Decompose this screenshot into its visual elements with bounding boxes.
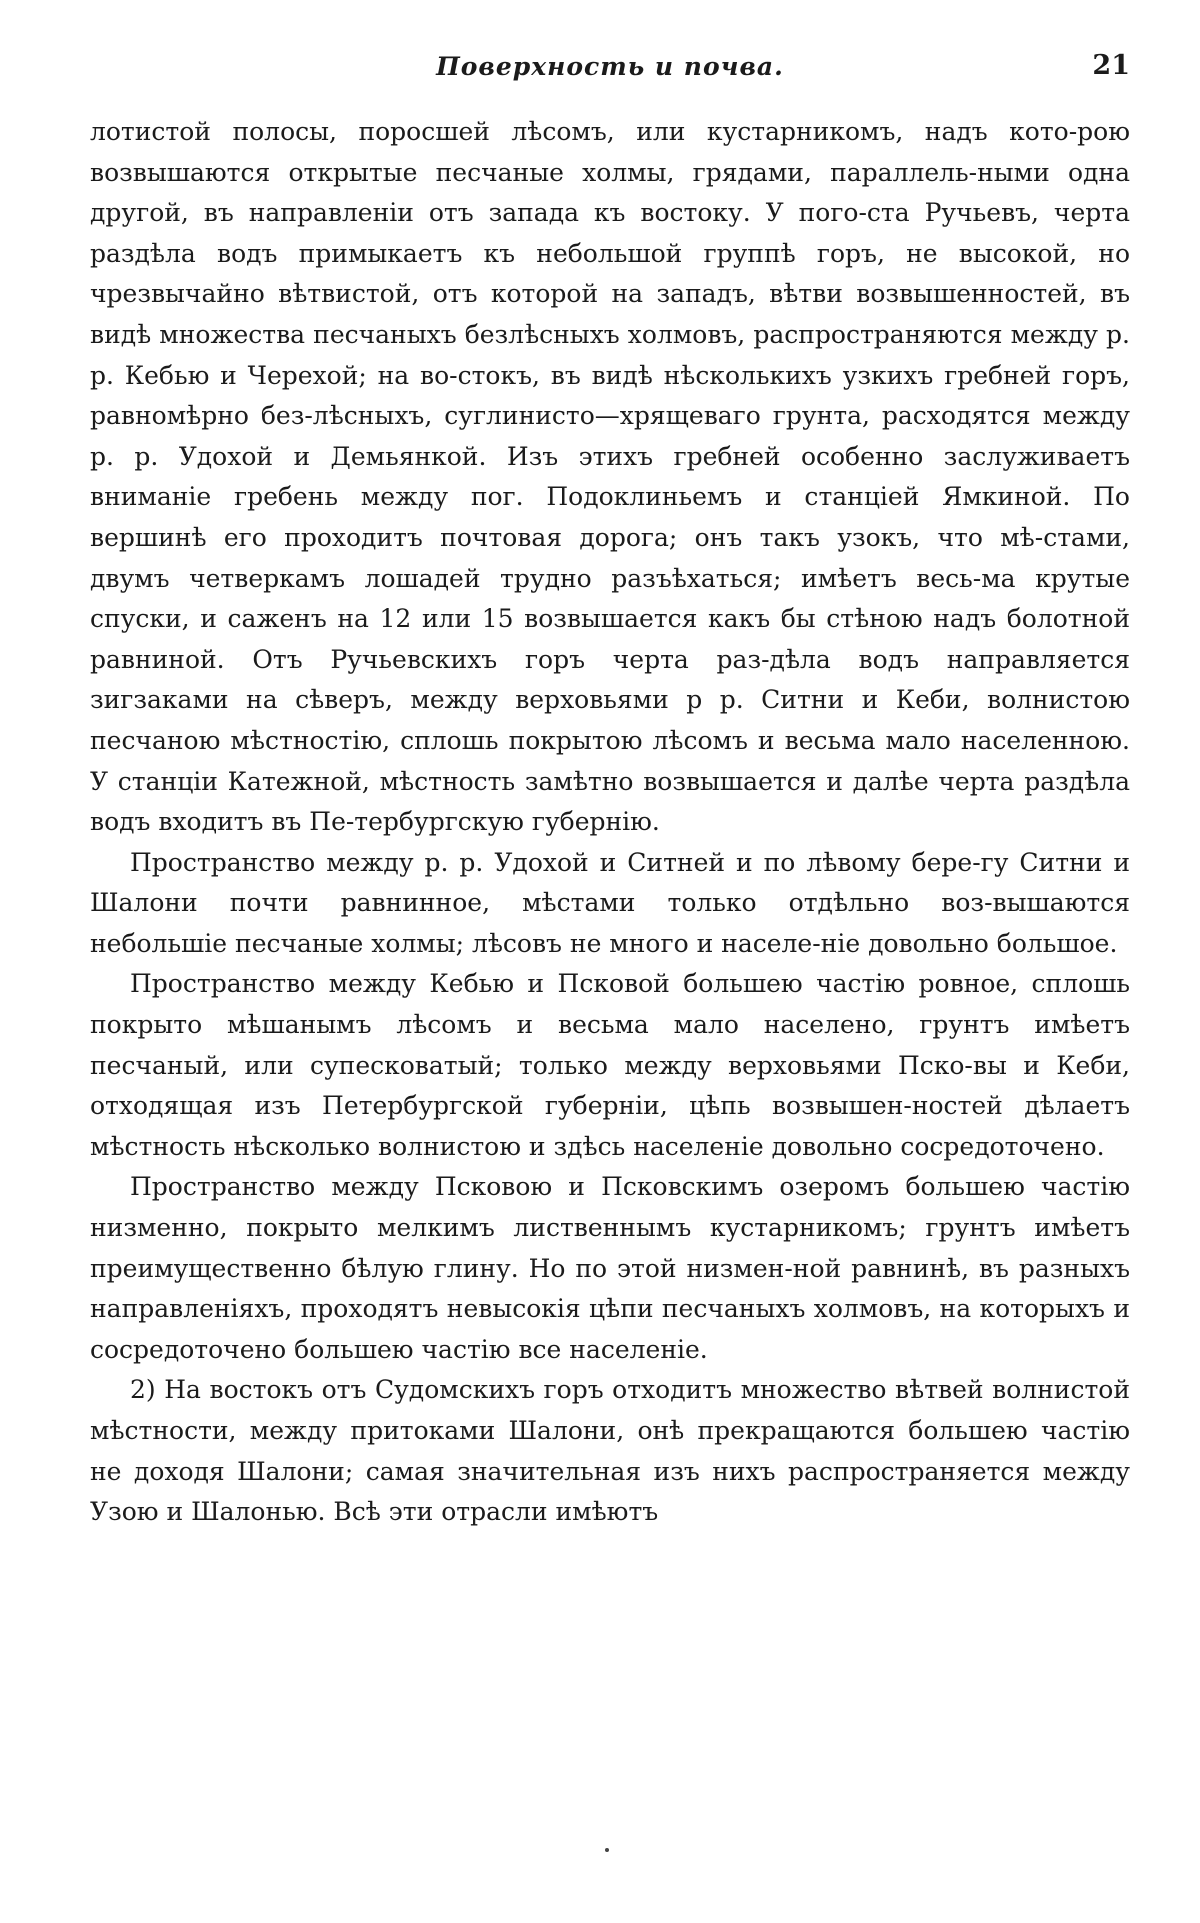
paragraph-5: 2) На востокъ отъ Судомскихъ горъ отходитъ множество вѣтвей волнистой мѣстности, между притоками Шалони, онѣ прекращаются большею частію не доходя Шалони; самая значительная изъ нихъ распространяется между Узою и Шалонью. Всѣ эти отрасли имѣютъ [90,1375,1130,1527]
body-text [90,112,1130,1533]
paragraph-1: лотистой полосы, поросшей лѣсомъ, или кустарникомъ, надъ кото-рою возвышаются открытые песчаные холмы, грядами, параллель-ными одна другой, въ направленіи отъ запада къ востоку. У пого-ста Ручьевъ, черта раздѣла водъ примыкаетъ къ небольшой группѣ горъ, не высокой, но чрезвычайно вѣтвистой, отъ которой на западъ, вѣтви возвышенностей, въ видѣ множества песчаныхъ безлѣсныхъ холмовъ, распространяются между р. р. Кебью и Черехой; на во-стокъ, въ видѣ нѣсколькихъ узкихъ гребней горъ, равномѣрно без-лѣсныхъ, суглинисто—хрящеваго грунта, расходятся между р. р. Удохой и Демьянкой. Изъ этихъ гребней особенно заслуживаетъ вниманіе гребень между пог. Подоклиньемъ и станціей Ямкиной. По вершинѣ его проходитъ почтовая дорога; онъ такъ узокъ, что мѣ-стами, двумъ четверкамъ лошадей трудно разъѣхаться; имѣетъ весь-ма крутые спуски, и саженъ на 12 или 15 возвышается какъ бы стѣною надъ болотной равниной. Отъ Ручьевскихъ горъ черта раз-дѣла водъ направляется зигзаками на сѣверъ, между верховьями р р. Ситни и Кеби, волнистою песчаною мѣстностію, сплошь покрытою лѣсомъ и весьма мало населенною. У станціи Катежной, мѣстность замѣтно возвышается и далѣе черта раздѣла водъ входитъ въ Пе-тербургскую губернію. [90,117,1130,837]
paragraph-4: Пространство между Псковою и Псковскимъ озеромъ большею частію низменно, покрыто мелкимъ лиственнымъ кустарникомъ; грунтъ имѣетъ преимущественно бѣлую глину. Но по этой низмен-ной равнинѣ, въ разныхъ направленіяхъ, проходятъ невысокія цѣпи песчаныхъ холмовъ, на которыхъ и сосредоточено большею частію все населеніе. [90,1172,1130,1364]
document-page [90,44,1130,1533]
page-number: 21 [1092,50,1130,81]
print-dot [605,1848,609,1852]
paragraph-3: Пространство между Кебью и Псковой большею частію ровное, сплошь покрыто мѣшанымъ лѣсомъ и весьма мало населено, грунтъ имѣетъ песчаный, или супесковатый; только между верховьями Пско-вы и Кеби, отходящая изъ Петербургской губерніи, цѣпь возвышен-ностей дѣлаетъ мѣстность нѣсколько волнистою и здѣсь населеніе довольно сосредоточено. [90,969,1130,1161]
running-header [90,44,1130,92]
page-title: Поверхность и почва. [436,52,784,81]
paragraph-2: Пространство между р. р. Удохой и Ситней и по лѣвому бере-гу Ситни и Шалони почти равнинное, мѣстами только отдѣльно воз-вышаются небольшіе песчаные холмы; лѣсовъ не много и населе-ніе довольно большое. [90,847,1130,958]
